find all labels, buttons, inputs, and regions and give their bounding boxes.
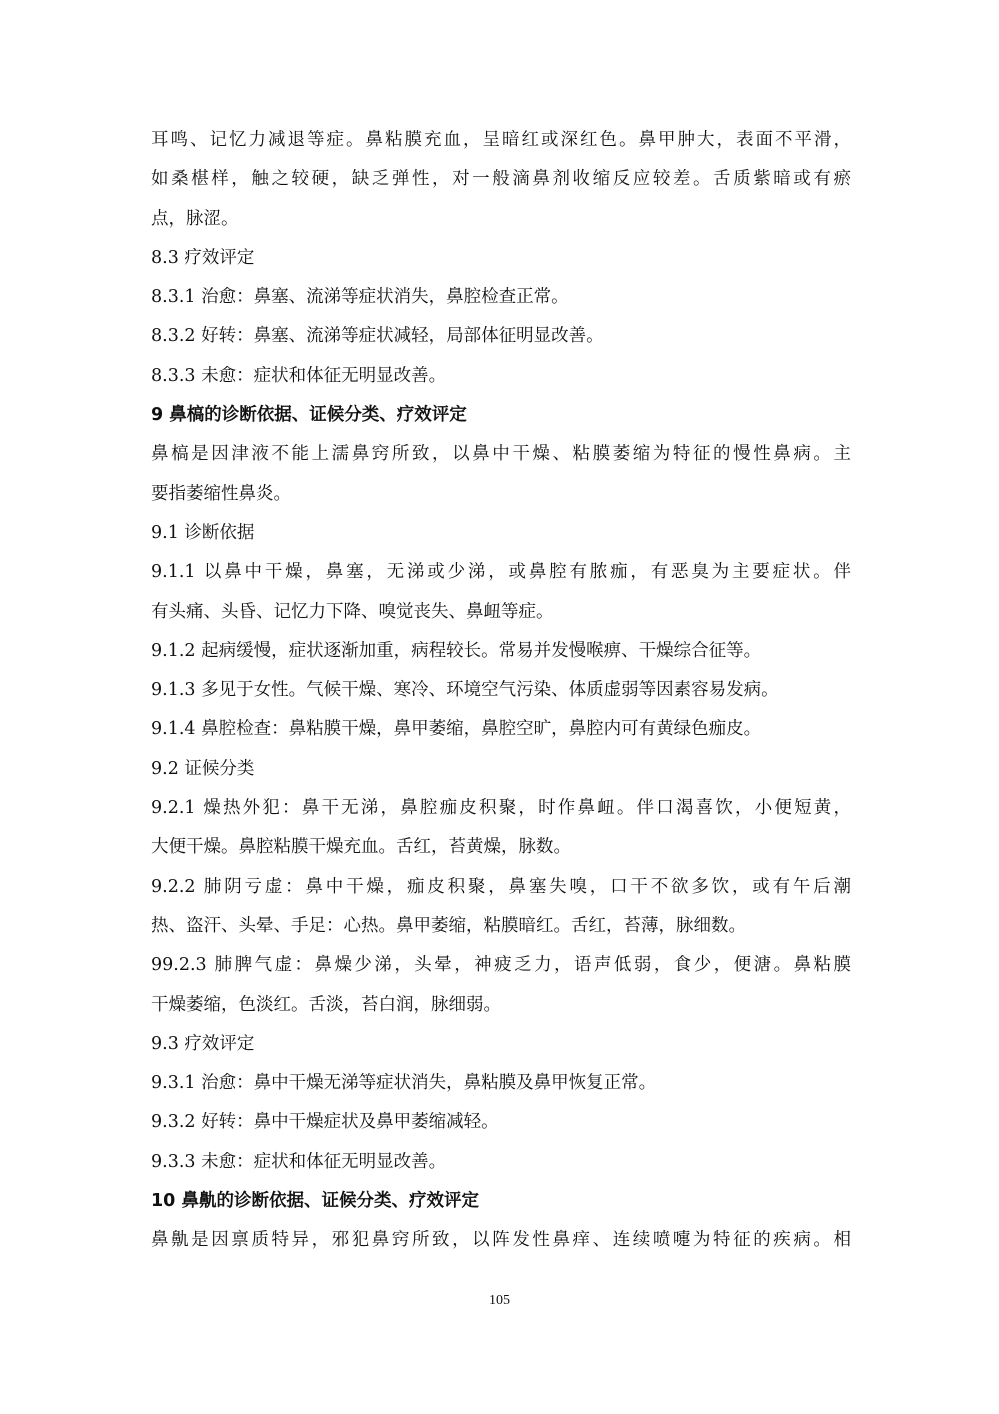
paragraph-line: 点，脉涩。 bbox=[151, 208, 239, 229]
paragraph-line: 9.1.2 起病缓慢，症状逐渐加重，病程较长。常易并发慢喉痹、干燥综合征等。 bbox=[151, 640, 762, 661]
chapter-heading-9: 9 鼻槁的诊断依据、证候分类、疗效评定 bbox=[151, 405, 467, 426]
section-heading-9-2: 9.2 证候分类 bbox=[151, 758, 255, 779]
page-number: 105 bbox=[489, 1293, 510, 1308]
paragraph-line: 9.3.2 好转：鼻中干燥症状及鼻甲萎缩减轻。 bbox=[151, 1112, 499, 1133]
paragraph-line: 9.1.3 多见于女性。气候干燥、寒冷、环境空气污染、体质虚弱等因素容易发病。 bbox=[151, 680, 779, 701]
paragraph-line: 大便干燥。鼻腔粘膜干燥充血。舌红，苔黄燥，脉数。 bbox=[151, 837, 571, 858]
paragraph-line: 9.2.2 肺阴亏虚：鼻中干燥，痂皮积聚，鼻塞失嗅，口干不欲多饮，或有午后潮 bbox=[151, 876, 851, 897]
section-heading-8-3: 8.3 疗效评定 bbox=[151, 247, 255, 268]
paragraph-line: 8.3.3 未愈：症状和体征无明显改善。 bbox=[151, 365, 447, 386]
paragraph-line: 耳鸣、记忆力减退等症。鼻粘膜充血，呈暗红或深红色。鼻甲肿大，表面不平滑， bbox=[151, 130, 851, 150]
document-body bbox=[151, 121, 851, 1261]
paragraph-line: 要指萎缩性鼻炎。 bbox=[151, 483, 291, 504]
paragraph-line: 鼻鼽是因禀质特异，邪犯鼻窍所致，以阵发性鼻痒、连续喷嚏为特征的疾病。相 bbox=[151, 1230, 851, 1251]
paragraph-line: 有头痛、头昏、记忆力下降、嗅觉丧失、鼻衄等症。 bbox=[151, 601, 554, 622]
paragraph-line: 8.3.1 治愈：鼻塞、流涕等症状消失，鼻腔检查正常。 bbox=[151, 287, 569, 308]
paragraph-line: 8.3.2 好转：鼻塞、流涕等症状减轻，局部体征明显改善。 bbox=[151, 326, 604, 347]
paragraph-line: 9.1.1 以鼻中干燥，鼻塞，无涕或少涕，或鼻腔有脓痂，有恶臭为主要症状。伴 bbox=[151, 562, 851, 583]
paragraph-line: 热、盗汗、头晕、手足：心热。鼻甲萎缩，粘膜暗红。舌红，苔薄，脉细数。 bbox=[151, 915, 746, 936]
section-heading-9-3: 9.3 疗效评定 bbox=[151, 1033, 255, 1054]
paragraph-line: 9.2.1 燥热外犯：鼻干无涕，鼻腔痂皮积聚，时作鼻衄。伴口渴喜饮，小便短黄， bbox=[151, 798, 851, 819]
section-heading-9-1: 9.1 诊断依据 bbox=[151, 522, 255, 543]
paragraph-line: 9.3.1 治愈：鼻中干燥无涕等症状消失，鼻粘膜及鼻甲恢复正常。 bbox=[151, 1073, 657, 1094]
paragraph-line: 9.3.3 未愈：症状和体征无明显改善。 bbox=[151, 1151, 447, 1172]
paragraph-line: 鼻槁是因津液不能上濡鼻窍所致，以鼻中干燥、粘膜萎缩为特征的慢性鼻病。主 bbox=[151, 444, 851, 465]
paragraph-line: 干燥萎缩，色淡红。舌淡，苔白润，脉细弱。 bbox=[151, 994, 501, 1015]
paragraph-line: 如桑椹样，触之较硬，缺乏弹性，对一般滴鼻剂收缩反应较差。舌质紫暗或有瘀 bbox=[151, 169, 851, 190]
paragraph-line: 99.2.3 肺脾气虚：鼻燥少涕，头晕，神疲乏力，语声低弱，食少，便溏。鼻粘膜 bbox=[151, 955, 851, 976]
paragraph-line: 9.1.4 鼻腔检查：鼻粘膜干燥，鼻甲萎缩，鼻腔空旷，鼻腔内可有黄绿色痂皮。 bbox=[151, 719, 762, 740]
chapter-heading-10: 10 鼻鼽的诊断依据、证候分类、疗效评定 bbox=[151, 1191, 479, 1212]
